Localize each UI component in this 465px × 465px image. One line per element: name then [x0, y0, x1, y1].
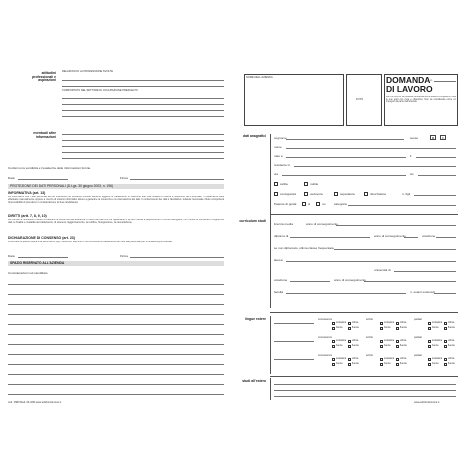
- firma-label: Firma: [120, 176, 128, 180]
- language-level-label: buona: [336, 326, 343, 329]
- section-label-studi: studi all'estero: [242, 379, 266, 383]
- diploma-field[interactable]: [290, 237, 370, 238]
- language-level-label: fluente: [448, 344, 455, 347]
- language-level-label: ottima: [352, 357, 359, 360]
- language-skill-label: parlato: [414, 318, 422, 321]
- language-level-checkbox[interactable]: [444, 340, 447, 343]
- esami-field[interactable]: [434, 293, 456, 294]
- language-level-checkbox[interactable]: [332, 322, 335, 325]
- figli-field[interactable]: [414, 195, 456, 196]
- language-level-checkbox[interactable]: [332, 340, 335, 343]
- language-level-label: scolastica: [432, 339, 443, 342]
- separato-label: separato/a: [340, 192, 355, 196]
- language-skill-label: conoscenza: [318, 318, 332, 321]
- language-level-checkbox[interactable]: [332, 358, 335, 361]
- diritti-text: La norma Le riconosce il diritto di ottenere la conferma dell'esistenza o meno dei dati che La riguardano e la loro messa a disposizione in forma intelligibile; ha il diritto di conoscere l'origine dei dati, le finalità e modalità del trattamento; di ottenere l'aggiornamento, la rettifica, l'integrazione, la cancellazione.: [8, 219, 224, 224]
- patente-si-label: si: [308, 202, 311, 206]
- diploma-label: diploma di: [274, 234, 289, 238]
- language-level-checkbox[interactable]: [332, 345, 335, 348]
- languages-table: [274, 316, 458, 374]
- diploma-voto-field[interactable]: [436, 237, 456, 238]
- language-level-checkbox[interactable]: [428, 363, 431, 366]
- language-skill-label: conoscenza: [318, 336, 332, 339]
- number-label: n.: [430, 78, 433, 82]
- language-level-label: fluente: [448, 326, 455, 329]
- language-level-label: buona: [384, 362, 391, 365]
- categoria-field[interactable]: [348, 205, 456, 206]
- language-level-checkbox[interactable]: [428, 340, 431, 343]
- firma-label-2: Firma: [120, 254, 128, 258]
- language-level-label: ottima: [448, 357, 455, 360]
- language-level-label: buona: [336, 344, 343, 347]
- universita-label: università di: [374, 268, 391, 272]
- tel-label: tel.: [410, 172, 415, 176]
- licenza-label: licenza media: [274, 222, 293, 226]
- anno-label-1: anno di conseguimento: [306, 222, 338, 226]
- language-level-label: buona: [432, 344, 439, 347]
- language-level-checkbox[interactable]: [396, 322, 399, 325]
- language-level-checkbox[interactable]: [396, 327, 399, 330]
- language-level-label: fluente: [448, 362, 455, 365]
- celibe-label: celibe: [280, 182, 289, 186]
- cognome-field[interactable]: [286, 139, 404, 140]
- privacy-title: PROTEZIONE DEI DATI PERSONALI (D.Lgs. 30 giugno 2003, n. 196): [10, 184, 114, 188]
- language-level-checkbox[interactable]: [380, 358, 383, 361]
- language-level-checkbox[interactable]: [428, 327, 431, 330]
- residente-field[interactable]: [294, 166, 456, 167]
- language-level-checkbox[interactable]: [444, 327, 447, 330]
- title-line-2: DI LAVORO: [386, 84, 433, 94]
- language-level-label: scolastica: [432, 321, 443, 324]
- il-label: il: [410, 154, 412, 158]
- left-footer: cod. 1580 Mod. DL/196 www.edizionisimone.it: [8, 401, 62, 404]
- language-level-label: buona: [432, 362, 439, 365]
- licenza-anno-field[interactable]: [336, 225, 456, 226]
- language-level-label: scolastica: [432, 357, 443, 360]
- attitudini-hint-2: COMPORTATO NEL SETTORE DI OCCUPAZIONE PRESCELTO: [62, 89, 138, 92]
- considerazioni-label: Considerazioni sul candidato: [8, 271, 48, 275]
- residente-label: residente in: [274, 163, 290, 167]
- language-level-label: fluente: [352, 344, 359, 347]
- language-level-label: scolastica: [336, 339, 347, 342]
- language-level-checkbox[interactable]: [380, 340, 383, 343]
- language-skill-label: scritto: [366, 354, 373, 357]
- studi-estero-field-1[interactable]: [274, 384, 456, 385]
- facolta-label: facoltà: [274, 290, 284, 294]
- nubile-checkbox[interactable]: [304, 182, 308, 186]
- language-level-checkbox[interactable]: [396, 363, 399, 366]
- language-level-label: fluente: [352, 326, 359, 329]
- language-level-label: fluente: [400, 326, 407, 329]
- left-page: [2, 62, 230, 408]
- coniugato-label: coniugato/a: [280, 192, 296, 196]
- language-level-checkbox[interactable]: [348, 322, 351, 325]
- language-level-label: ottima: [352, 339, 359, 342]
- nome-field[interactable]: [286, 148, 456, 149]
- language-level-checkbox[interactable]: [380, 327, 383, 330]
- vedovo-checkbox[interactable]: [304, 192, 308, 196]
- confirm-text: Confermo la veridicità e l'esattezza delle informazioni fornite.: [8, 166, 92, 170]
- language-name-field[interactable]: [274, 341, 314, 342]
- nubile-label: nubile: [310, 182, 319, 186]
- photo-box[interactable]: [346, 74, 382, 126]
- facolta-field[interactable]: [286, 293, 406, 294]
- language-level-checkbox[interactable]: [444, 363, 447, 366]
- language-level-checkbox[interactable]: [348, 327, 351, 330]
- language-level-label: ottima: [400, 357, 407, 360]
- universita-field[interactable]: [394, 271, 456, 272]
- company-box[interactable]: [244, 74, 344, 126]
- language-level-checkbox[interactable]: [444, 345, 447, 348]
- section-label-dati: dati anagrafici: [243, 134, 266, 138]
- section-label-curriculum: curriculum studi: [239, 219, 266, 223]
- language-level-label: ottima: [400, 339, 407, 342]
- language-level-label: ottima: [448, 339, 455, 342]
- esami-label: n. esami sostenuti: [410, 290, 435, 294]
- title-note: IMPORTANTE: la presente domanda dovrà essere compilata in tutte le sue parti con cura e chiarezza. Non va considerata come un impegno da parte dell'azienda.: [386, 96, 456, 104]
- language-level-checkbox[interactable]: [396, 358, 399, 361]
- sesso-m-box[interactable]: M: [431, 136, 435, 140]
- birthdate-field[interactable]: [416, 157, 456, 158]
- language-level-label: buona: [336, 362, 343, 365]
- patente-no-label: no: [322, 202, 326, 206]
- figli-label: n. figli: [402, 192, 411, 196]
- divorziato-checkbox[interactable]: [364, 192, 368, 196]
- language-level-label: scolastica: [384, 321, 395, 324]
- anno-label-3: anno di conseguimento: [334, 278, 366, 282]
- language-level-label: scolastica: [336, 321, 347, 324]
- laurea-label: laurea: [274, 258, 283, 262]
- divorziato-label: divorziato/a: [370, 192, 386, 196]
- tel-field[interactable]: [418, 175, 456, 176]
- celibe-checkbox[interactable]: [274, 182, 278, 186]
- language-level-label: ottima: [448, 321, 455, 324]
- sesso-label: sesso: [410, 136, 419, 140]
- language-skill-label: conoscenza: [318, 354, 332, 357]
- vedovo-label: vedovo/a: [310, 192, 323, 196]
- language-level-checkbox[interactable]: [396, 340, 399, 343]
- language-level-checkbox[interactable]: [444, 322, 447, 325]
- diploma-anno-field[interactable]: [404, 237, 418, 238]
- language-skill-label: parlato: [414, 354, 422, 357]
- section-label-attitudini: attitudini professionali e aspirazioni: [32, 71, 56, 83]
- company-label: NOME DELL'AZIENDA: [246, 76, 273, 79]
- language-level-checkbox[interactable]: [428, 358, 431, 361]
- data-label: Data: [8, 176, 15, 180]
- language-level-label: buona: [432, 326, 439, 329]
- language-skill-label: scritto: [366, 336, 373, 339]
- frequentato-label: se non diplomato, ultima classe frequentata: [274, 246, 334, 250]
- language-level-checkbox[interactable]: [348, 363, 351, 366]
- date-field[interactable]: [18, 179, 68, 180]
- sesso-f-box[interactable]: F: [440, 135, 446, 140]
- right-footer: www.edizionisimone.it: [414, 401, 440, 404]
- voto-label-1: votazione: [422, 234, 436, 238]
- section-label-lingue: lingue estere: [245, 317, 266, 321]
- consenso-title: DICHIARAZIONE DI CONSENSO (art. 23): [8, 236, 75, 240]
- nato-label: nato a: [274, 154, 283, 158]
- right-page: [234, 62, 462, 408]
- photo-label: FOTO: [356, 98, 364, 101]
- cognome-label: cognome: [274, 136, 287, 140]
- language-level-checkbox[interactable]: [380, 363, 383, 366]
- language-name-field[interactable]: [274, 323, 314, 324]
- categoria-label: categoria: [334, 202, 347, 206]
- language-name-field[interactable]: [274, 359, 314, 360]
- nome-label: nome: [274, 145, 282, 149]
- language-level-checkbox[interactable]: [348, 340, 351, 343]
- language-level-checkbox[interactable]: [348, 345, 351, 348]
- riservato-title: SPAZIO RISERVATO ALL'AZIENDA: [10, 261, 65, 265]
- language-level-checkbox[interactable]: [444, 358, 447, 361]
- language-skill-label: parlato: [414, 336, 422, 339]
- language-level-label: buona: [384, 326, 391, 329]
- language-level-label: ottima: [352, 321, 359, 324]
- studi-estero-field-2[interactable]: [274, 390, 456, 391]
- laurea-anno-field[interactable]: [364, 281, 456, 282]
- laurea-field[interactable]: [286, 261, 456, 262]
- section-label-eventuali: eventuali altre informazioni: [33, 131, 56, 139]
- language-level-checkbox[interactable]: [380, 322, 383, 325]
- title-line-1: DOMANDA: [386, 75, 431, 85]
- frequentato-field[interactable]: [334, 249, 456, 250]
- language-level-label: fluente: [352, 362, 359, 365]
- language-skill-label: scritto: [366, 318, 373, 321]
- attitudini-hint-1: RELAZIONI DI LA PROFESSIONE SVOLTE: [62, 70, 113, 73]
- coniugato-checkbox[interactable]: [274, 192, 278, 196]
- patente-label: Patente di guida: [274, 202, 297, 206]
- language-level-checkbox[interactable]: [332, 363, 335, 366]
- language-level-label: buona: [384, 344, 391, 347]
- language-level-checkbox[interactable]: [332, 327, 335, 330]
- language-level-checkbox[interactable]: [428, 322, 431, 325]
- data-label-2: Data: [8, 254, 15, 258]
- consenso-text: Preso atto di quanto sopra e ai sensi del D.Lgs. 196/2003, esprimo il mio consenso al trattamento dei miei dati personali per le finalità sopra indicate.: [8, 241, 173, 243]
- signature-field[interactable]: [130, 179, 224, 180]
- studi-estero-field-3[interactable]: [274, 396, 456, 397]
- language-level-label: fluente: [400, 344, 407, 347]
- language-level-label: scolastica: [384, 339, 395, 342]
- via-field[interactable]: [282, 175, 406, 176]
- language-level-checkbox[interactable]: [348, 358, 351, 361]
- language-level-label: fluente: [400, 362, 407, 365]
- language-level-label: ottima: [400, 321, 407, 324]
- language-level-label: scolastica: [336, 357, 347, 360]
- laurea-voto-field[interactable]: [290, 281, 330, 282]
- language-level-label: scolastica: [384, 357, 395, 360]
- via-label: via: [274, 172, 278, 176]
- nato-field[interactable]: [286, 157, 406, 158]
- voto-label-2: votazione: [274, 278, 288, 282]
- patente-no-checkbox[interactable]: [316, 202, 320, 206]
- language-level-checkbox[interactable]: [428, 345, 431, 348]
- signature-field-2[interactable]: [130, 257, 224, 258]
- patente-si-checkbox[interactable]: [302, 202, 306, 206]
- informativa-title: INFORMATIVA (art. 13): [8, 191, 46, 195]
- date-field-2[interactable]: [18, 257, 68, 258]
- diritti-title: DIRITTI (artt. 7, 8, 9, 10): [8, 214, 47, 218]
- anno-label-2: anno di conseguimento: [374, 234, 406, 238]
- separato-checkbox[interactable]: [334, 192, 338, 196]
- informativa-text: La informiamo che i dati personali da Lei trasmessi nel presente modulo saranno oggetto di trattamento in relazione alle sole finalità di ricerca e selezione del Personale. Il trattamento sarà effettuato manualmente oppure a mezzo di sistemi informatici idonei a garantire la sicurezza e la riservatezza dei dati. Il conferimento dei dati è facoltativo, tuttavia l'eventuale rifiuto comporterà l'impossibilità di prendere in considerazione la Sua candidatura.: [8, 196, 224, 204]
- language-level-checkbox[interactable]: [396, 345, 399, 348]
- number-field[interactable]: [434, 81, 456, 82]
- language-level-checkbox[interactable]: [380, 345, 383, 348]
